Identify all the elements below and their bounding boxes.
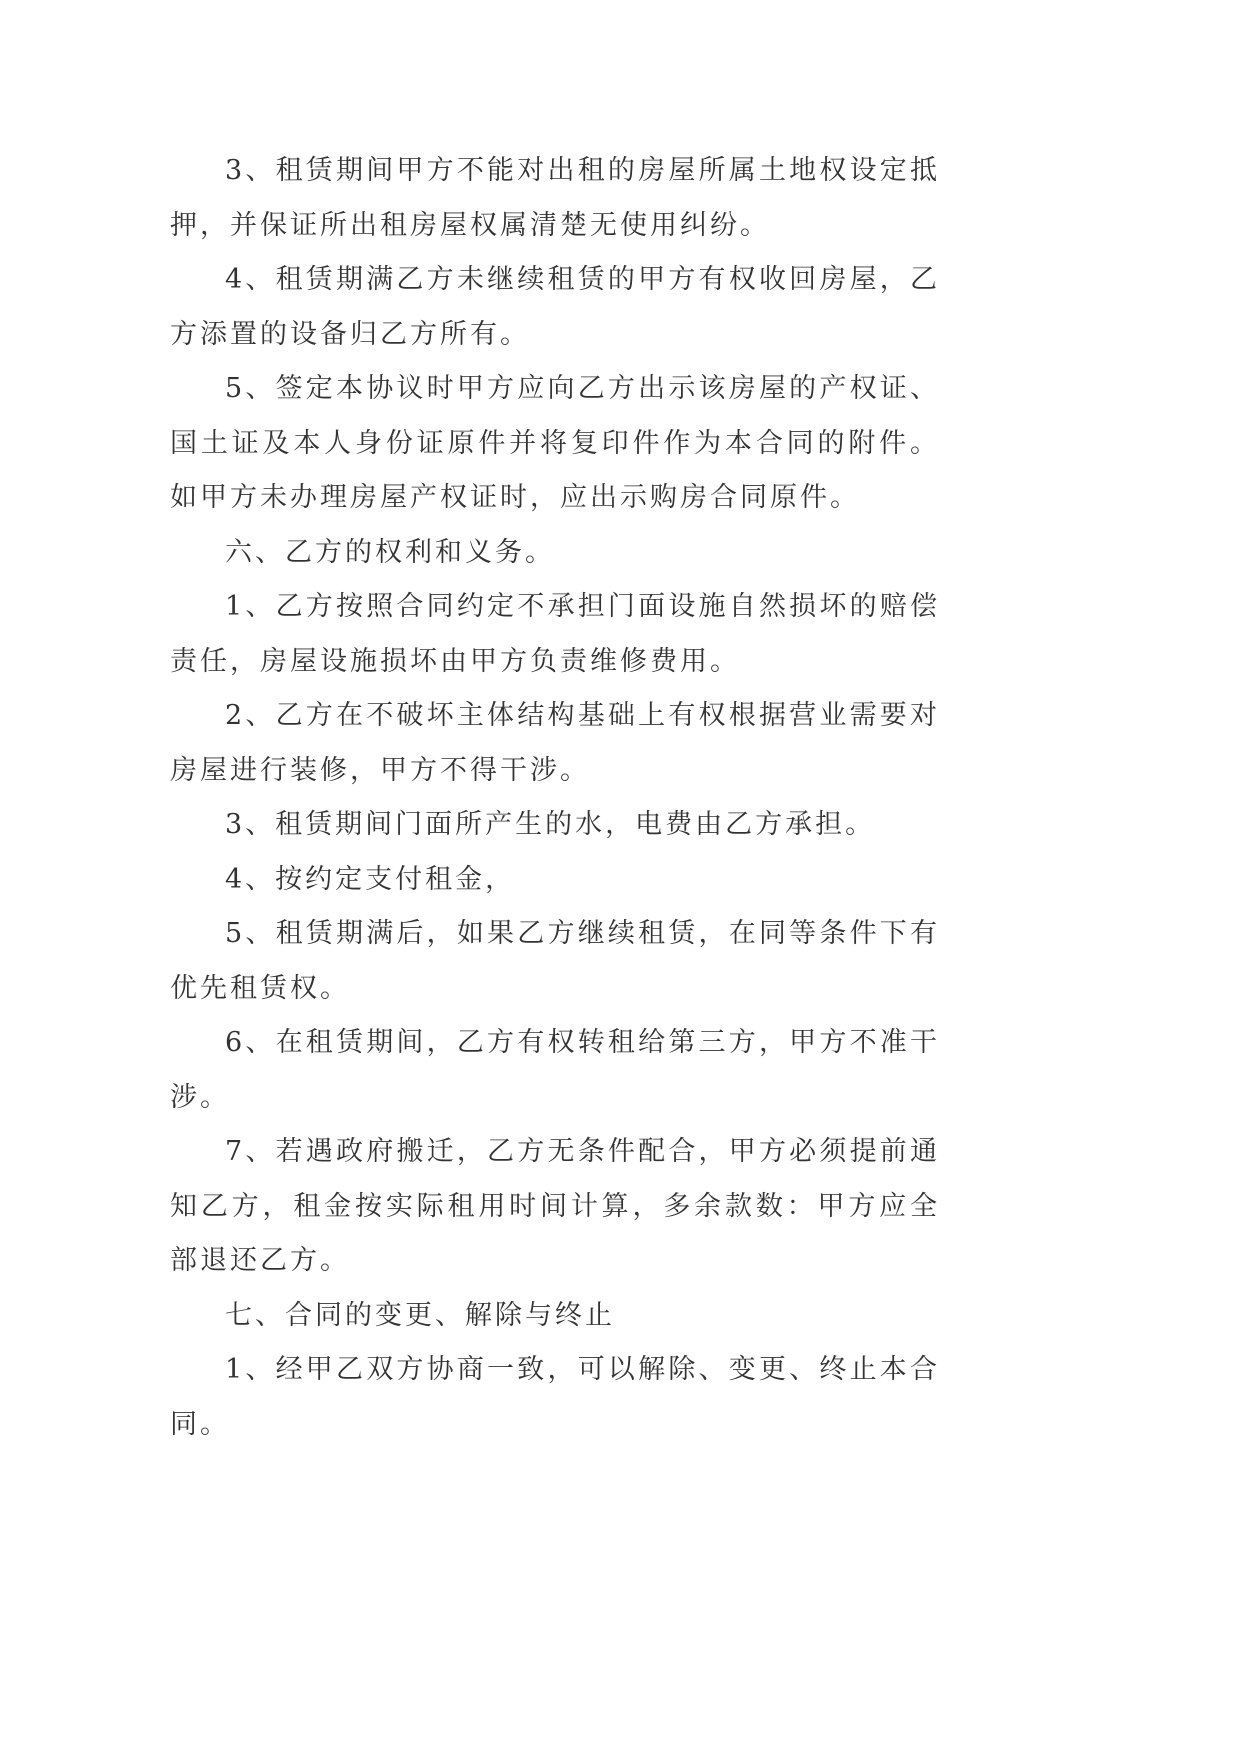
paragraph-government-relocation: 7、若遇政府搬迁，乙方无条件配合，甲方必须提前通知乙方，租金按实际租用时间计算，多余款数：甲方应全部退还乙方。 [170, 1136, 940, 1276]
paragraph-lease-expiry-reclaim: 4、租赁期满乙方未继续租赁的甲方有权收回房屋，乙方添置的设备归乙方所有。 [170, 264, 940, 350]
paragraph-utilities: 3、租赁期间门面所产生的水，电费由乙方承担。 [225, 809, 876, 840]
document-body [170, 144, 940, 1452]
paragraph-pay-rent: 4、按约定支付租金， [225, 863, 516, 895]
paragraph-renovation: 2、乙方在不破坏主体结构基础上有权根据营业需要对房屋进行装修，甲方不得干涉。 [170, 700, 940, 786]
paragraph-property-certificates: 5、签定本协议时甲方应向乙方出示该房屋的产权证、国土证及本人身份证原件并将复印件作为本合同的附件。如甲方未办理房屋产权证时，应出示购房合同原件。 [170, 373, 940, 513]
section-heading-party-b-rights: 六、乙方的权利和义务。 [225, 536, 555, 568]
section-heading-contract-change: 七、合同的变更、解除与终止 [225, 1299, 615, 1331]
paragraph-lease-land-mortgage: 3、租赁期间甲方不能对出租的房屋所属土地权设定抵押，并保证所出租房屋权属清楚无使用纠纷。 [170, 155, 940, 241]
paragraph-facility-damage: 1、乙方按照合同约定不承担门面设施自然损坏的赔偿责任，房屋设施损坏由甲方负责维修费用。 [170, 591, 940, 677]
paragraph-priority-renewal: 5、租赁期满后，如果乙方继续租赁，在同等条件下有优先租赁权。 [170, 918, 940, 1004]
paragraph-sublease: 6、在租赁期间，乙方有权转租给第三方，甲方不准干涉。 [170, 1027, 940, 1113]
paragraph-mutual-termination: 1、经甲乙双方协商一致，可以解除、变更、终止本合同。 [170, 1354, 940, 1440]
